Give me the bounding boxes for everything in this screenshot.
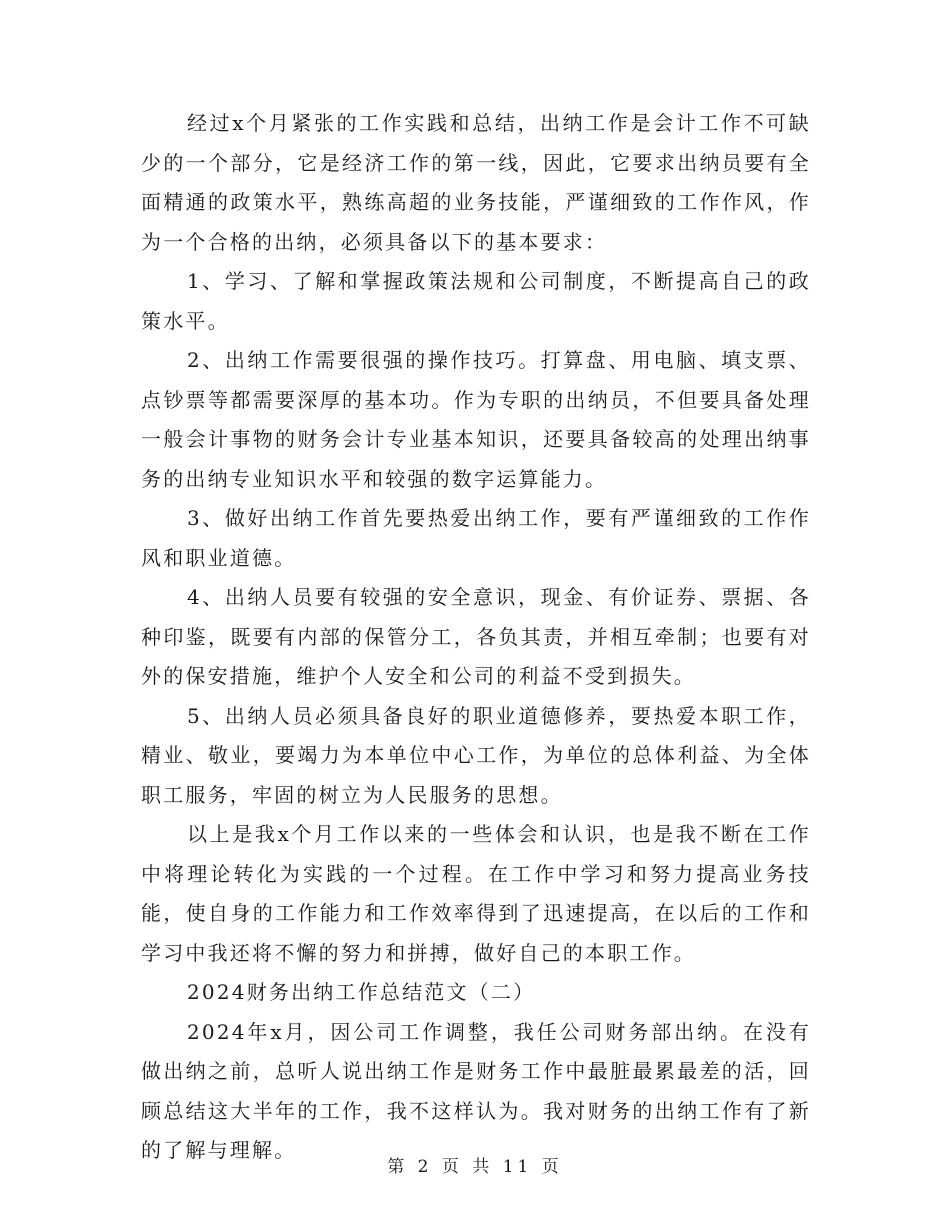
page-footer: 第 2 页 共 11 页 [387, 1157, 563, 1177]
paragraph-item-3: 3、做好出纳工作首先要热爱出纳工作，要有严谨细致的工作作风和职业道德。 [141, 506, 811, 570]
paragraph-item-2: 2、出纳工作需要很强的操作技巧。打算盘、用电脑、填支票、点钞票等都需要深厚的基本功。作为专职的出纳员，不但要具备处理一般会计事物的财务会计专业基本知识，还要具备较高的处理出纳事务的出纳专业知识水平和较强的数字运算能力。 [141, 348, 811, 491]
paragraph-item-1: 1、学习、了解和掌握政策法规和公司制度，不断提高自己的政策水平。 [141, 269, 811, 333]
paragraph-item-5: 5、出纳人员必须具备良好的职业道德修养，要热爱本职工作，精业、敬业，要竭力为本单位中心工作，为单位的总体利益、为全体职工服务，牢固的树立为人民服务的思想。 [141, 703, 811, 807]
document-body [141, 104, 811, 1171]
paragraph-section-two-intro: 2024年x月，因公司工作调整，我任公司财务部出纳。在没有做出纳之前，总听人说出纳工作是财务工作中最脏最累最差的活，回顾总结这大半年的工作，我不这样认为。我对财务的出纳工作有了新的了解与理解。 [141, 1019, 811, 1162]
paragraph-item-4: 4、出纳人员要有较强的安全意识，现金、有价证券、票据、各种印鉴，既要有内部的保管分工，各负其责，并相互牵制；也要有对外的保安措施，维护个人安全和公司的利益不受到损失。 [141, 585, 811, 688]
paragraph-conclusion: 以上是我x个月工作以来的一些体会和认识，也是我不断在工作中将理论转化为实践的一个过程。在工作中学习和努力提高业务技能，使自身的工作能力和工作效率得到了迅速提高，在以后的工作和学习中我还将不懈的努力和拼搏，做好自己的本职工作。 [141, 822, 811, 965]
paragraph-intro: 经过x个月紧张的工作实践和总结，出纳工作是会计工作不可缺少的一个部分，它是经济工作的第一线，因此，它要求出纳员要有全面精通的政策水平，熟练高超的业务技能，严谨细致的工作作风，作为一个合格的出纳，必须具备以下的基本要求： [141, 111, 811, 254]
section-heading: 2024财务出纳工作总结范文（二） [187, 980, 536, 1004]
